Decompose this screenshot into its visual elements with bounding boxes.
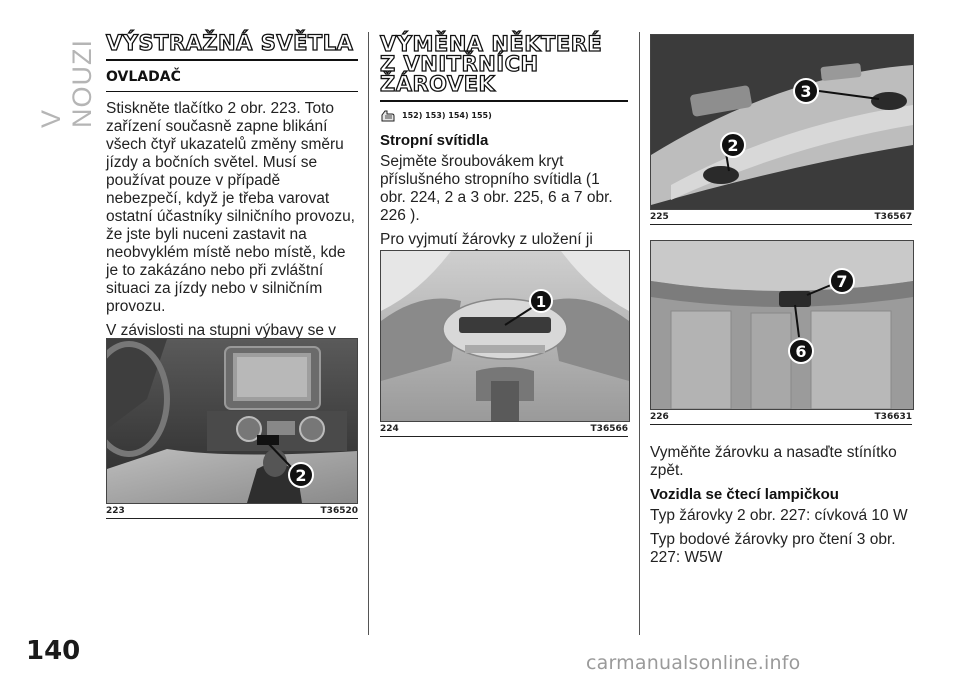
subheading: Stropní svítidla — [380, 132, 489, 149]
hand-warning-icon — [380, 108, 396, 122]
col3-body-top — [650, 444, 912, 480]
subtitle-rule — [106, 91, 358, 92]
paragraph: V závislosti na stupni výbavy se v — [106, 322, 337, 339]
col3-body — [650, 507, 912, 567]
page-number: 140 — [26, 636, 81, 666]
figure-code: T36566 — [590, 424, 628, 434]
caption-rule — [380, 436, 628, 437]
section-title-line: ŽÁROVEK — [380, 72, 496, 96]
figure-number: 224 — [380, 424, 399, 434]
caption-rule — [650, 424, 912, 425]
figure-code: T36631 — [874, 412, 912, 422]
paragraph: Vyměňte žárovku a nasaďte stínítko zpět. — [650, 444, 897, 479]
paragraph: Pro vyjmutí žárovky z uložení ji — [380, 231, 593, 248]
dashboard-illustration — [107, 339, 357, 503]
callout-3: 3 — [800, 82, 812, 101]
cargo-area-lights-illustration — [651, 241, 913, 409]
title-rule — [106, 59, 358, 61]
warning-refs-text: 152) 153) 154) 155) — [402, 110, 492, 120]
title-rule — [380, 100, 628, 102]
section-subtitle: OVLADAČ — [106, 69, 181, 85]
callout-6: 6 — [795, 342, 807, 361]
callout-2: 2 — [295, 466, 307, 485]
watermark-text: carmanualsonline.info — [586, 652, 801, 674]
figure-code: T36520 — [320, 506, 358, 516]
warning-references — [380, 108, 628, 122]
figure-224-image — [380, 250, 630, 422]
paragraph: Typ žárovky 2 obr. 227: cívková 10 W — [650, 507, 908, 524]
column-3-text — [650, 444, 912, 573]
callout-7: 7 — [836, 272, 848, 291]
column-divider-2 — [639, 32, 640, 635]
callout-2: 2 — [727, 136, 739, 155]
figure-223-caption — [106, 506, 358, 519]
figure-code: T36567 — [874, 212, 912, 222]
subheading: Vozidla se čtecí lampičkou — [650, 486, 839, 503]
callout-1: 1 — [535, 293, 547, 311]
paragraph: Stiskněte tlačítko 2 obr. 223. Toto zařízení současně zapne blikání všech čtyř ukazatelů změny směru jízdy a bočních světel. Musí se používat pouze v případě nebezpečí, když je třeba varovat ostatní účastníky silničního provozu, že jste byli nuceni zastavit na neobvyklém místě nebo místě, kde je to zakázáno nebo při zvláštní situaci za jízdy nebo v silničním provozu. — [106, 100, 355, 315]
caption-rule — [650, 224, 912, 225]
section-side-label: V NOUZI — [36, 39, 97, 128]
figure-number: 225 — [650, 212, 669, 222]
column-divider-1 — [368, 32, 369, 635]
figure-225-image — [650, 34, 914, 210]
section-title-line: VÝMĚNA NĚKTERÉ — [380, 32, 603, 56]
section-title-line: Z VNITŘNÍCH — [380, 52, 539, 76]
figure-226-caption — [650, 412, 912, 425]
paragraph: Typ bodové žárovky pro čtení 3 obr. 227: W5W — [650, 531, 896, 566]
section-title: VÝSTRAŽNÁ SVĚTLA — [106, 31, 354, 55]
figure-223-image — [106, 338, 358, 504]
figure-226-image — [650, 240, 914, 410]
figure-224-caption — [380, 424, 628, 437]
figure-number: 223 — [106, 506, 125, 516]
rear-ceiling-lights-illustration — [651, 35, 913, 209]
caption-rule — [106, 518, 358, 519]
figure-225-caption — [650, 212, 912, 225]
paragraph: Sejměte šroubovákem kryt příslušného stropního svítidla (1 obr. 224, 2 a 3 obr. 225, 6 a 7 obr. 226 ). — [380, 153, 613, 224]
figure-number: 226 — [650, 412, 669, 422]
ceiling-light-illustration — [381, 251, 629, 421]
